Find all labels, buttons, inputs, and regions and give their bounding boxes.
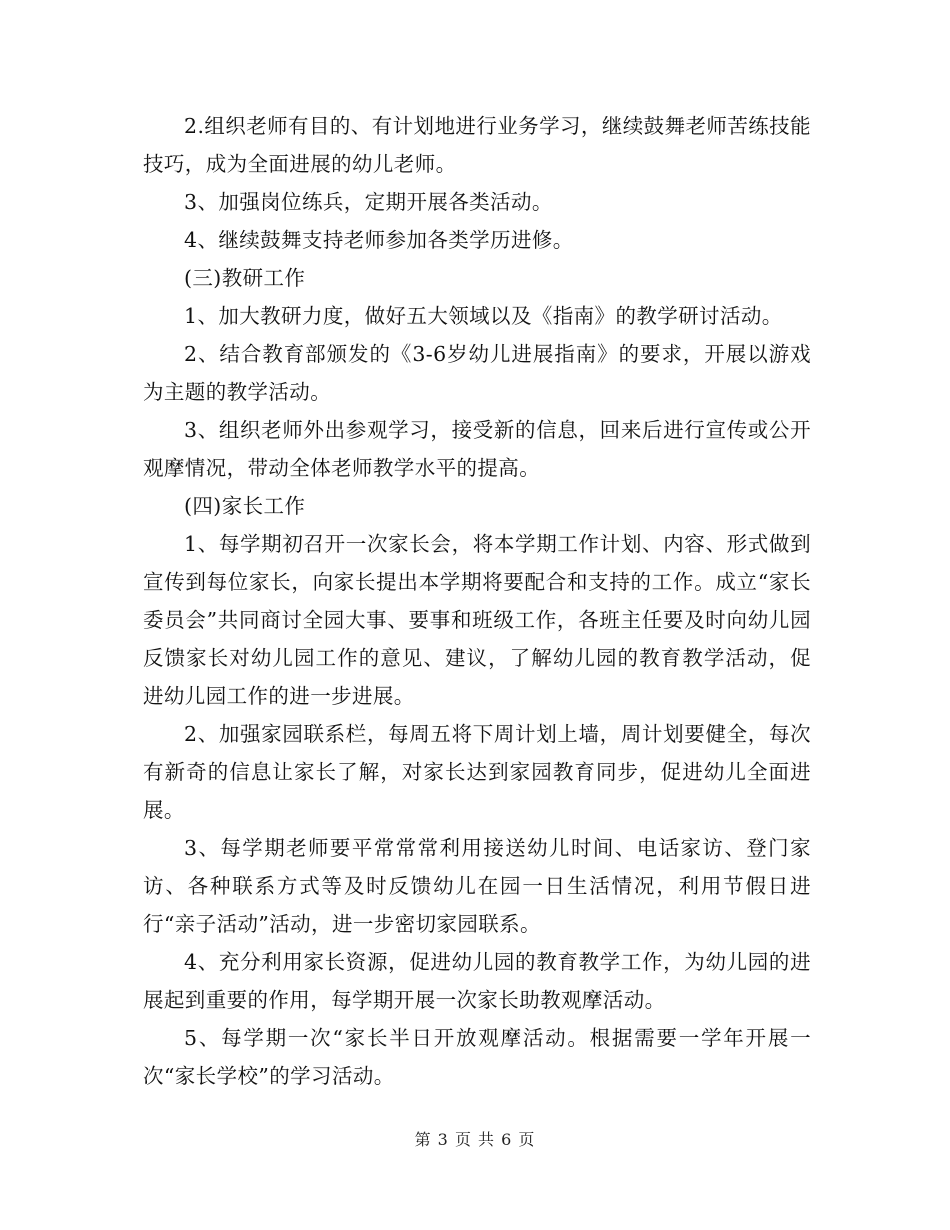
paragraph-research-effort: 1、加大教研力度，做好五大领域以及《指南》的教学研讨活动。 (184, 304, 783, 328)
paragraph-contact-board: 2、加强家园联系栏，每周五将下周计划上墙，周计划要健全，每次有新奇的信息让家长了解，对家长达到家园教育同步，促进幼儿全面进展。 (143, 722, 811, 822)
paragraph-feedback: 3、每学期老师要平常常常利用接送幼儿时间、电话家访、登门家访、各种联系方式等及时反馈幼儿在园一日生活情况，利用节假日进行“亲子活动”活动，进一步密切家园联系。 (143, 836, 811, 936)
paragraph-parent-meeting: 1、每学期初召开一次家长会，将本学期工作计划、内容、形式做到宣传到每位家长，向家长提出本学期将要配合和支持的工作。成立“家长委员会”共同商讨全园大事、要事和班级工作，各班主任要及时向幼儿园反馈家长对幼儿园工作的意见、建议，了解幼儿园的教育教学活动，促进幼儿园工作的进一步进展。 (143, 532, 811, 708)
section-heading-parent-work: (四)家长工作 (184, 494, 306, 518)
paragraph-field-visits: 3、组织老师外出参观学习，接受新的信息，回来后进行宣传或公开观摩情况，带动全体老师教学水平的提高。 (143, 418, 811, 480)
paragraph-guide-requirements: 2、结合教育部颁发的《3-6岁幼儿进展指南》的要求，开展以游戏为主题的教学活动。 (143, 342, 811, 404)
paragraph-degree-study: 4、继续鼓舞支持老师参加各类学历进修。 (184, 228, 574, 252)
paragraph-job-training: 3、加强岗位练兵，定期开展各类活动。 (184, 190, 553, 214)
paragraph-teacher-study: 2.组织老师有目的、有计划地进行业务学习，继续鼓舞老师苦练技能技巧，成为全面进展的幼儿老师。 (143, 114, 811, 176)
page-number-footer: 第 3 页 共 6 页 (414, 1130, 536, 1149)
body-text (143, 107, 811, 1095)
paragraph-open-day: 5、每学期一次“家长半日开放观摩活动。根据需要一学年开展一次“家长学校”的学习活动。 (143, 1026, 811, 1088)
section-heading-teaching-research: (三)教研工作 (184, 266, 306, 290)
paragraph-parent-resources: 4、充分利用家长资源，促进幼儿园的教育教学工作，为幼儿园的进展起到重要的作用，每学期开展一次家长助教观摩活动。 (143, 950, 811, 1012)
